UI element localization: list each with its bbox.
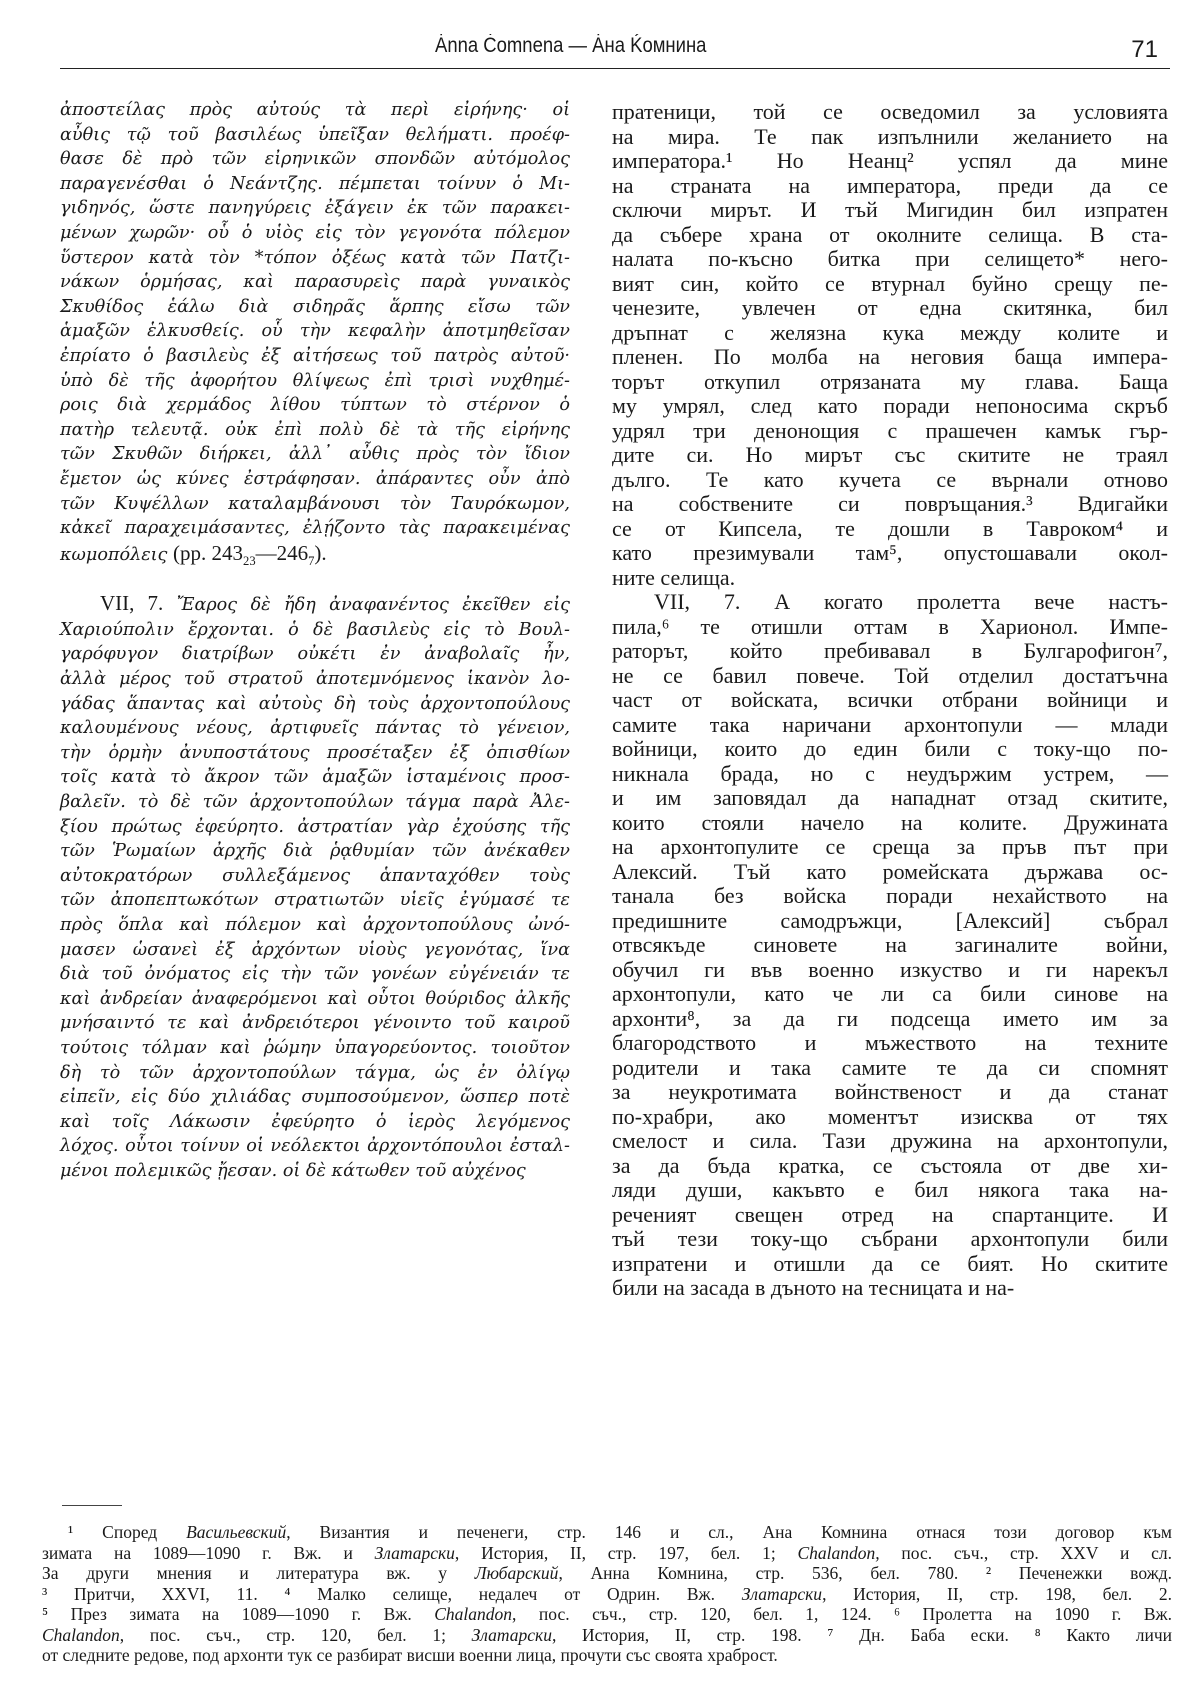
footnote-text: , История, II, стр. 198. ⁷ Дн. Баба ески. ⁸ Както личи	[551, 1624, 1172, 1645]
greek-text-line: ἁμαξῶν ἑλκυσθείς. οὗ τὴν κεφαλὴν ἀποτμηθεῖσαν	[60, 321, 570, 342]
cited-author: Любарский	[474, 1563, 559, 1583]
bulgarian-text-line: пратеници, той се осведомил за условията	[612, 99, 1168, 124]
greek-text-line: παραγενέσθαι ὁ Νεάντζης. πέμπεται τοίνυν ὁ Μι-	[60, 173, 570, 194]
bulgarian-text-line: на архонтопулите се среща за пръв път при	[612, 834, 1168, 859]
greek-text-line: Σκυθίδος ἑάλω διὰ σιδηρᾶς ἅρπης εἴσω τῶν	[60, 296, 570, 317]
footnote-text: , История, II, стр. 197, бел. 1;	[454, 1542, 798, 1563]
footnote-text: ⁵ През зимата на 1089—1090 г. Вж.	[42, 1604, 435, 1624]
bulgarian-text-line: архонти⁸, за да ги подсеща името им за	[612, 1005, 1168, 1031]
bulgarian-text-line: тъй тези току-що събрани архонтопули били	[612, 1226, 1168, 1251]
greek-text-line: ροις διὰ χερμάδος λίθου τύπτων τὸ στέρνον ὁ	[60, 395, 570, 416]
greek-text-line: ἀποστείλας πρὸς αὐτούς τὰ περὶ εἰρήνης· οἱ	[60, 100, 570, 120]
footnote-text: от следните редове, под архонти тук се разбират висши военни лица, прочути със своята храброст.	[42, 1645, 778, 1665]
bulgarian-text-line: които стояли начело на колите. Дружината	[612, 809, 1168, 835]
footnote-line	[42, 1604, 1172, 1625]
greek-text-line: θασε δὲ πρὸ τῶν εἰρηνικῶν σπονδῶν αὐτόμολος	[60, 149, 570, 170]
footnote-text: ¹ Според	[68, 1522, 187, 1542]
bulgarian-text-line: за да бъда кратка, се състояла от две хи-	[612, 1152, 1168, 1178]
bulgarian-text-line: по-храбри, ако моментът изисква от тях	[612, 1103, 1168, 1129]
bulgarian-text-line: били на засада в дъното на тесницата и на-	[612, 1275, 1015, 1300]
greek-text-line: ὑπὸ δὲ τῆς ἀφορήτου θλίψεως ἐπὶ τρισὶ νυχθημέ-	[60, 370, 570, 391]
bulgarian-text-line: не се бавил повече. Той отделил достатъчна	[612, 662, 1168, 688]
bulgarian-text-line: да събере храна от околните селища. В ста-	[612, 221, 1168, 247]
greek-text-line: καὶ τοῖς Λάκωσιν ἐφεύρητο ὁ ἱερὸς λεγόμενος	[60, 1111, 570, 1132]
footnote-line	[42, 1543, 1172, 1564]
greek-text-line: ὕστερον κατὰ τὸν *τόπον ὀξέως κατὰ τῶν Πατζι-	[60, 247, 570, 268]
greek-text-line	[60, 591, 570, 618]
greek-text-line: ἀλλὰ μέρος τοῦ στρατοῦ ἀποτεμνόμενος ἱκανὸν λο-	[60, 669, 570, 690]
bulgarian-text-line: на мира. Те пак изпълнили желанието на	[612, 123, 1168, 149]
bulgarian-translation-column	[612, 100, 1168, 1301]
bulgarian-text-line: за неукротимата войнственост и да станат	[612, 1079, 1168, 1104]
cited-author: Chalandon	[42, 1624, 120, 1645]
bulgarian-text-line: отвсякъде синовете на загиналите войни,	[612, 932, 1168, 957]
greek-text-line: τῶν Κυψέλλων καταλαμβάνουσι τὸν Ταυρόκωμον,	[60, 493, 570, 514]
bulgarian-text-line: реченият свещен отред на спартанците. И	[612, 1201, 1168, 1227]
footnote-text: пос. съч., стр. XXV и сл.	[879, 1542, 1172, 1563]
cited-author: Златарски	[471, 1624, 552, 1645]
paragraph-gap	[60, 567, 570, 591]
footnote-text: зимата на 1089—1090 г. Вж. и	[42, 1542, 375, 1563]
greek-text-line: πρὸς ὅπλα καὶ πόλεμον καὶ ἀρχοντοπούλους ὠνό-	[60, 915, 570, 935]
greek-text-line: κἀκεῖ παραχειμάσαντες, ἐλῄζοντο τὰς παρακειμένας	[60, 518, 570, 539]
bulgarian-text-line: императора.¹ Но Неанц² успял да мине	[612, 148, 1168, 173]
bulgarian-text-line: торът откупил отрязаната му глава. Баща	[612, 368, 1168, 394]
bulgarian-text-line: дите си. Но мирът със скитите не траял	[612, 442, 1168, 467]
cited-author: Chalandon,	[797, 1542, 880, 1563]
greek-text-line: μένοι πολεμικῶς ᾔεσαν. οἱ δὲ κάτωθεν τοῦ αὐχένος	[60, 1160, 526, 1181]
greek-text-line: λόχος. οὗτοι τοίνυν οἱ νεόλεκτοι ἀρχοντόπουλοι ἐσταλ-	[60, 1136, 570, 1157]
greek-text-line: καὶ ἀνδρείαν ἀναφερόμενοι καὶ οὗτοι θούριδος ἀλκῆς	[60, 988, 570, 1009]
bulgarian-paragraph-1	[612, 100, 1168, 590]
bulgarian-text-line: никнала брада, но с неудържим устрем, —	[612, 760, 1168, 786]
page-number: 71	[1131, 36, 1158, 63]
greek-text-line: κωμοπόλεις (pp. $243_{23}—246_7$).	[60, 540, 327, 568]
greek-text-line: δὴ τὸ τῶν ἀρχοντοπούλων τάγμα, ὡς ἐν ὀλίγῳ	[60, 1062, 570, 1083]
greek-text-line: ἔμετον ὡς κύνες ἐστράφησαν. ἀπάραντες οὖν ἀπὸ	[60, 468, 570, 489]
bulgarian-text-line: дръпнат с желязна кука между колите и	[612, 319, 1168, 345]
bulgarian-text-line: ните селища.	[612, 564, 736, 590]
footnote-line	[42, 1625, 1172, 1646]
bulgarian-text-line: благородството и мъжеството на техните	[612, 1030, 1168, 1055]
footnote-line	[42, 1522, 1172, 1543]
greek-text-line: μασεν ὡσανεὶ ἐξ ἀρχόντων υἱοὺς γεγονότας, ἵνα	[60, 939, 570, 960]
bulgarian-text-line: част от войската, всички отбрани войници и	[612, 687, 1168, 712]
greek-text-line: τῶν Σκυθῶν διήρκει, ἀλλ᾽ αὖθις πρὸς τὸν ἴδιον	[60, 444, 570, 465]
bulgarian-text-line: дълго. Те като кучета се върнали отново	[612, 466, 1168, 492]
running-title: Ȧnna Ċomnena — Ȧна Ḱомнина	[435, 34, 707, 57]
greek-text-line: τῶν ἀποπεπτωκότων στρατιωτῶν υἱεῖς ἐγύμασέ τε	[60, 890, 570, 911]
cited-author: Златарски	[741, 1583, 823, 1604]
bulgarian-text-line: смелост и сила. Тази дружина на архонтопули,	[612, 1128, 1168, 1153]
bulgarian-text-line: пленен. По молба на неговия баща импера-	[612, 344, 1168, 369]
bulgarian-text-line: Алексий. Тъй като ромейската държава ос-	[612, 858, 1168, 884]
greek-text-column	[60, 98, 570, 1184]
footnote-line	[42, 1584, 1172, 1605]
greek-text-line: διὰ τοῦ ὀνόματος εἰς τὴν τῶν γονέων εὐγένειάν τε	[60, 964, 570, 985]
greek-text-line: μνήσαιντό τε καὶ ἀνδρειότεροι γένοιντο τοῦ καιροῦ	[60, 1013, 570, 1034]
citation-line-sub: 23	[243, 553, 256, 568]
greek-text-line: εἰπεῖν, εἰς δύο χιλιάδας συμποσούμενον, ὥσπερ ποτὲ	[60, 1087, 570, 1108]
bulgarian-text-line: танала без войска поради нехайството на	[612, 883, 1168, 908]
bulgarian-text-line: предишните самодръжци, [Алексий] събрал	[612, 907, 1168, 933]
bulgarian-text-line: раторът, който пребивавал в Булгарофигон⁷,	[612, 638, 1168, 663]
footnote-separator	[62, 1505, 122, 1506]
footnote-text: , Византия и печенеги, стр. 146 и сл., Ана Комнина отнася този договор към	[286, 1522, 1172, 1542]
bulgarian-text-line: на страната на императора, преди да се	[612, 172, 1168, 198]
footnote-text: , История, II, стр. 198, бел. 2.	[822, 1583, 1172, 1604]
section-number: VII, 7.	[100, 591, 164, 616]
greek-text-line: τούτοις τόλμαν καὶ ῥώμην ὑπαγορεύοντος. τοιοῦτον	[60, 1037, 570, 1058]
greek-text-line: καλουμένους νέους, ἀρτιφυεῖς πάντας τὸ γένειον,	[60, 718, 570, 739]
greek-text-line: γιδηνός, ὥστε πανηγύρεις ἐξάγειν ἐκ τῶν παρακει-	[60, 198, 570, 219]
bulgarian-paragraph-2	[612, 590, 1168, 1301]
citation-line-sub: 7	[308, 553, 315, 568]
greek-text-line: τῶν Ῥωμαίων ἀρχῆς διὰ ῥᾳθυμίαν τῶν ἀνέκαθεν	[60, 841, 570, 862]
greek-paragraph-2	[60, 591, 570, 1183]
greek-text-line: ἐπρίατο ὁ βασιλεὺς ἐξ αἰτήσεως τοῦ πατρὸς αὐτοῦ·	[60, 345, 570, 366]
greek-text-line: ξίου πρώτως ἐφεύρητο. ἀστρατίαν γὰρ ἐχούσης τῆς	[60, 816, 570, 837]
bulgarian-text-line: обучил ги във военно изкуство и ги нарекъл	[612, 956, 1168, 982]
bulgarian-text-line: налата по-късно битка при селището* него-	[612, 246, 1168, 271]
greek-text-line: βαλεῖν. τὸ δὲ τῶν ἀρχοντοπούλων τάγμα παρὰ Ἀλε-	[60, 792, 570, 813]
greek-text-line: γαρόφυγον διατρίβων οὐκέτι ἐν ἀναβολαῖς ἦν,	[60, 644, 570, 665]
bulgarian-text-line: вият син, който се втурнал буйно срещу пе-	[612, 270, 1168, 296]
page-header	[60, 28, 1170, 69]
greek-text-line: μένων χωρῶν· οὗ ὁ υἱὸς εἰς τὸν γεγονότα πόλεμον	[60, 222, 570, 243]
greek-paragraph-1	[60, 98, 570, 567]
cited-author: Васильевский	[186, 1522, 287, 1542]
bulgarian-text-line: пила,⁶ те отишли оттам в Харионол. Импе-	[612, 613, 1168, 639]
footnote-text: , пос. съч., стр. 120, бел. 1;	[119, 1624, 472, 1645]
footnote-line	[42, 1645, 1172, 1666]
greek-text-line: τοῖς κατὰ τὸ ἄκρον τῶν ἁμαξῶν ἱσταμένοις προσ-	[60, 767, 570, 788]
bulgarian-text-line: архонтопули, като че ли са били синове на	[612, 981, 1168, 1006]
greek-text-line: αὖθις τῷ τοῦ βασιλέως ὑπεῖξαν θελήματι. προέφ-	[60, 124, 570, 145]
bulgarian-text-line: VII, 7. А когато пролетта вече настъ-	[654, 589, 1168, 614]
bulgarian-text-line: войници, които до един били с току-що по-	[612, 736, 1168, 761]
greek-text-line: πατὴρ τελευτᾷ. οὐκ ἐπὶ πολὺ δὲ τὰ τῆς εἰρήνης	[60, 419, 570, 440]
bulgarian-text-line: удрял три денонощия с прашечен камък гър-	[612, 417, 1168, 443]
footnotes	[42, 1522, 1172, 1666]
bulgarian-text-line: му умрял, след като поради непоносима скръб	[612, 393, 1168, 418]
greek-text-line: αὐτοκρατόρων συλλεξάμενος ἁπανταχόθεν τοὺς	[60, 865, 570, 886]
greek-text-line: νάκων ὁρμήσας, καὶ παρασυρεὶς παρὰ γυναικὸς	[60, 272, 570, 293]
bulgarian-text-line: самите така наричани архонтопули — млади	[612, 711, 1168, 737]
greek-text-line: Χαριούπολιν ἔρχονται. ὁ δὲ βασιλεὺς εἰς τὸ Βουλ-	[60, 619, 570, 640]
footnote-line	[42, 1563, 1172, 1584]
bulgarian-text-line: и им заповядал да нападнат отзад скитите,	[612, 785, 1168, 810]
greek-text-run: Ἔαρος δὲ ἤδη ἀναφανέντος ἐκεῖθεν εἰς	[176, 595, 570, 616]
footnote-text: За други мнения и литература вж. у	[42, 1563, 475, 1583]
bulgarian-text-line: се от Кипсела, те дошли в Тавроком⁴ и	[612, 515, 1168, 541]
greek-text-line: γάδας ἅπαντας καὶ αὐτοὺς δὴ τοὺς ἀρχοντοπούλους	[60, 693, 570, 714]
bulgarian-text-line: ченезите, увлечен от една скитянка, бил	[612, 295, 1168, 320]
cited-author: Chalandon	[434, 1604, 513, 1624]
bulgarian-text-line: ляди души, какъвто е бил някога така на-	[612, 1177, 1168, 1202]
bulgarian-text-line: родители и така самите те да си спомнят	[612, 1054, 1168, 1080]
bulgarian-text-line: на собствените си повръщания.³ Вдигайки	[612, 491, 1168, 516]
bulgarian-text-line: сключи мирът. И тъй Мигидин бил изпратен	[612, 197, 1168, 222]
bulgarian-text-line: изпратени и отишли да се бият. Но скитите	[612, 1250, 1168, 1276]
page-citation: (pp. $243_{23}—246_7$).	[173, 540, 327, 568]
footnote-text: ³ Притчи, XXVI, 11. ⁴ Малко селище, недалеч от Одрин. Вж.	[42, 1583, 742, 1604]
footnote-text: , пос. съч., стр. 120, бел. 1, 124. ⁶ Пролетта на 1090 г. Вж.	[512, 1604, 1172, 1624]
cited-author: Златарски	[374, 1542, 455, 1563]
greek-text-line: τὴν ὁρμὴν ἀνυποστάτους προσέταξεν ἐξ ὀπισθίων	[60, 742, 570, 763]
footnote-text: , Анна Комнина, стр. 536, бел. 780. ² Печенежки вожд.	[558, 1563, 1172, 1583]
bulgarian-text-line: като презимували там⁵, опустошавали окол-	[612, 540, 1168, 565]
